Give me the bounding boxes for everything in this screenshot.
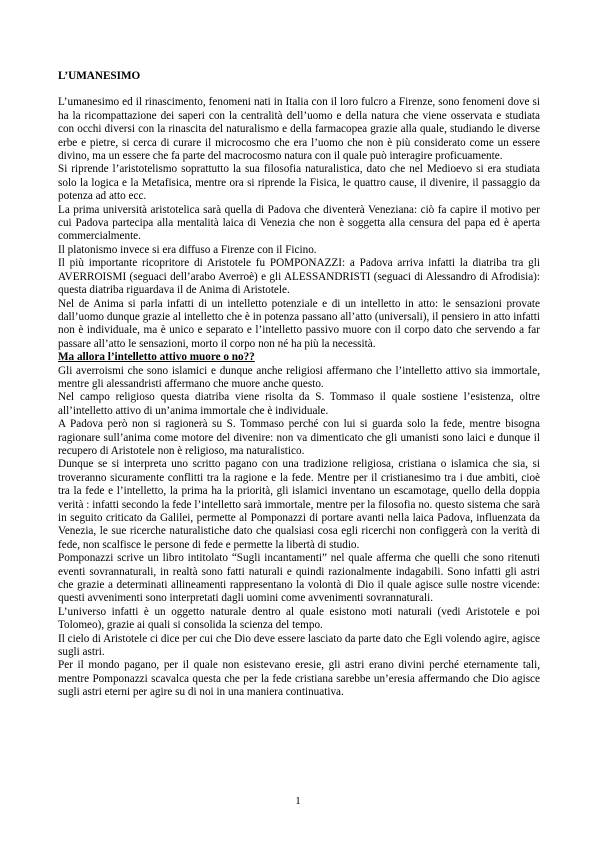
page-title: L’UMANESIMO (58, 70, 141, 82)
paragraph-1: L’umanesimo ed il rinascimento, fenomeni nati in Italia con il loro fulcro a Firenze, sono fenomeni dove si ha la ricompattazione dei saperi con la centralità dell’uomo e della natura che viene osservata e studiata con occhi diversi con la rinascita del naturalismo e della farmacopea grazie alla quale, studiando le diverse erbe e pietre, si cerca di curare il microcosmo che era l’uomo che non è più considerato come un essere divino, ma un essere che fa parte del macrocosmo natura con il quale può interagire proficuamente. (58, 96, 540, 163)
paragraph-6: Nel de Anima si parla infatti di un intelletto potenziale e di un intelletto in atto: le sensazioni provate dall’uomo dunque grazie al intelletto che è in potenza passano all’atto (universali), il pensiero in atto infatti non è individuale, ma è unico e separato e l’intelletto passivo muore con il corpo dato che servendo a far passare all’atto le sensazioni, morto il corpo non né ha più la necessità. (58, 297, 540, 350)
paragraph-12: L’universo infatti è un oggetto naturale dentro al quale esistono moti naturali (vedi Aristotele e poi Tolomeo), grazie ai quali si consolida la scienza del tempo. (58, 605, 540, 632)
paragraph-9: A Padova però non si ragionerà su S. Tommaso perché con lui si guarda solo la fede, mentre bisogna ragionare sull’anima come motore del divenire: non va dimenticato che gli umanisti sono laici e dunque il recupero di Aristotele non è religioso, ma naturalistico. (58, 418, 540, 457)
paragraph-4: Il platonismo invece si era diffuso a Firenze con il Ficino. (58, 243, 317, 256)
paragraph-3: La prima università aristotelica sarà quella di Padova che diventerà Veneziana: ciò fa capire il motivo per cui Padova partecipa alla mentalità laica di Venezia che non è soggetta alla censura del papa ed è aperta commercialmente. (58, 203, 540, 243)
page-number: 1 (295, 795, 301, 807)
paragraph-11: Pomponazzi scrive un libro intitolato “Sugli incantamenti” nel quale afferma che quelli che sono ritenuti eventi sovrannaturali, in realtà sono fatti naturali e quindi razionalmente indagabili. Sono infatti gli astri che grazie a determinati allineamenti rappresentano la volontà di Dio il quale agisce sulle nostre vicende: questi avvenimenti sono interpretati dagli uomini come avvenimenti sovrannaturali. (58, 552, 540, 605)
document-body (58, 70, 540, 700)
paragraph-2: Si riprende l’aristotelismo soprattutto la sua filosofia naturalistica, dato che nel Medioevo si era studiata solo la logica e la Metafisica, mentre ora si riprende la Fisica, le quattro cause, il divenire, il passaggio da potenza ad atto ecc. (58, 163, 540, 203)
paragraph-14: Per il mondo pagano, per il quale non esistevano eresie, gli astri erano divini perché eternamente tali, mentre Pomponazzi scavalca questa che per la fede cristiana sarebbe un’eresia affermando che Dio agisce sugli astri eterni per agire su di noi in una maniera continuativa. (58, 659, 540, 699)
section-question: Ma allora l’intelletto attivo muore o no?? (58, 351, 255, 364)
paragraph-5: Il più importante ricopritore di Aristotele fu POMPONAZZI: a Padova arriva infatti la diatriba tra gli AVERROISMI (seguaci dell’arabo Averroè) e gli ALESSANDRISTI (seguaci di Alessandro di Afrodisia): questa diatriba riguardava il de Anima di Aristotele. (58, 257, 540, 297)
paragraph-10: Dunque se si interpreta uno scritto pagano con una tradizione religiosa, cristiana o islamica che sia, si troveranno sicuramente conflitti tra la ragione e la fede. Mentre per il cristianesimo tra i due ambiti, cioè tra la fede e l’intelletto, la prima ha la priorità, gli islamici inventano un escamotage, quello della doppia verità : infatti secondo la fede l’intelletto sarà immortale, mentre per la filosofia no. questo sistema che sarà in seguito criticato da Galilei, permette al Pomponazzi di portare avanti nella laica Padova, influenzata da Venezia, le sue ricerche naturalistiche dato che qualsiasi cosa egli ricerchi non configgerà con la verità di fede, non scalfisce le persone di fede e permette la libertà di studio. (58, 458, 540, 551)
paragraph-7: Gli averroismi che sono islamici e dunque anche religiosi affermano che l’intelletto attivo sia immortale, mentre gli alessandristi affermano che muore anche questo. (58, 364, 540, 390)
paragraph-8: Nel campo religioso questa diatriba viene risolta da S. Tommaso il quale sostiene l’esistenza, oltre all’intelletto attivo di un’anima immortale che è individuale. (58, 391, 540, 417)
paragraph-13: Il cielo di Aristotele ci dice per cui che Dio deve essere lasciato da parte dato che Egli volendo agire, agisce sugli astri. (58, 632, 540, 659)
